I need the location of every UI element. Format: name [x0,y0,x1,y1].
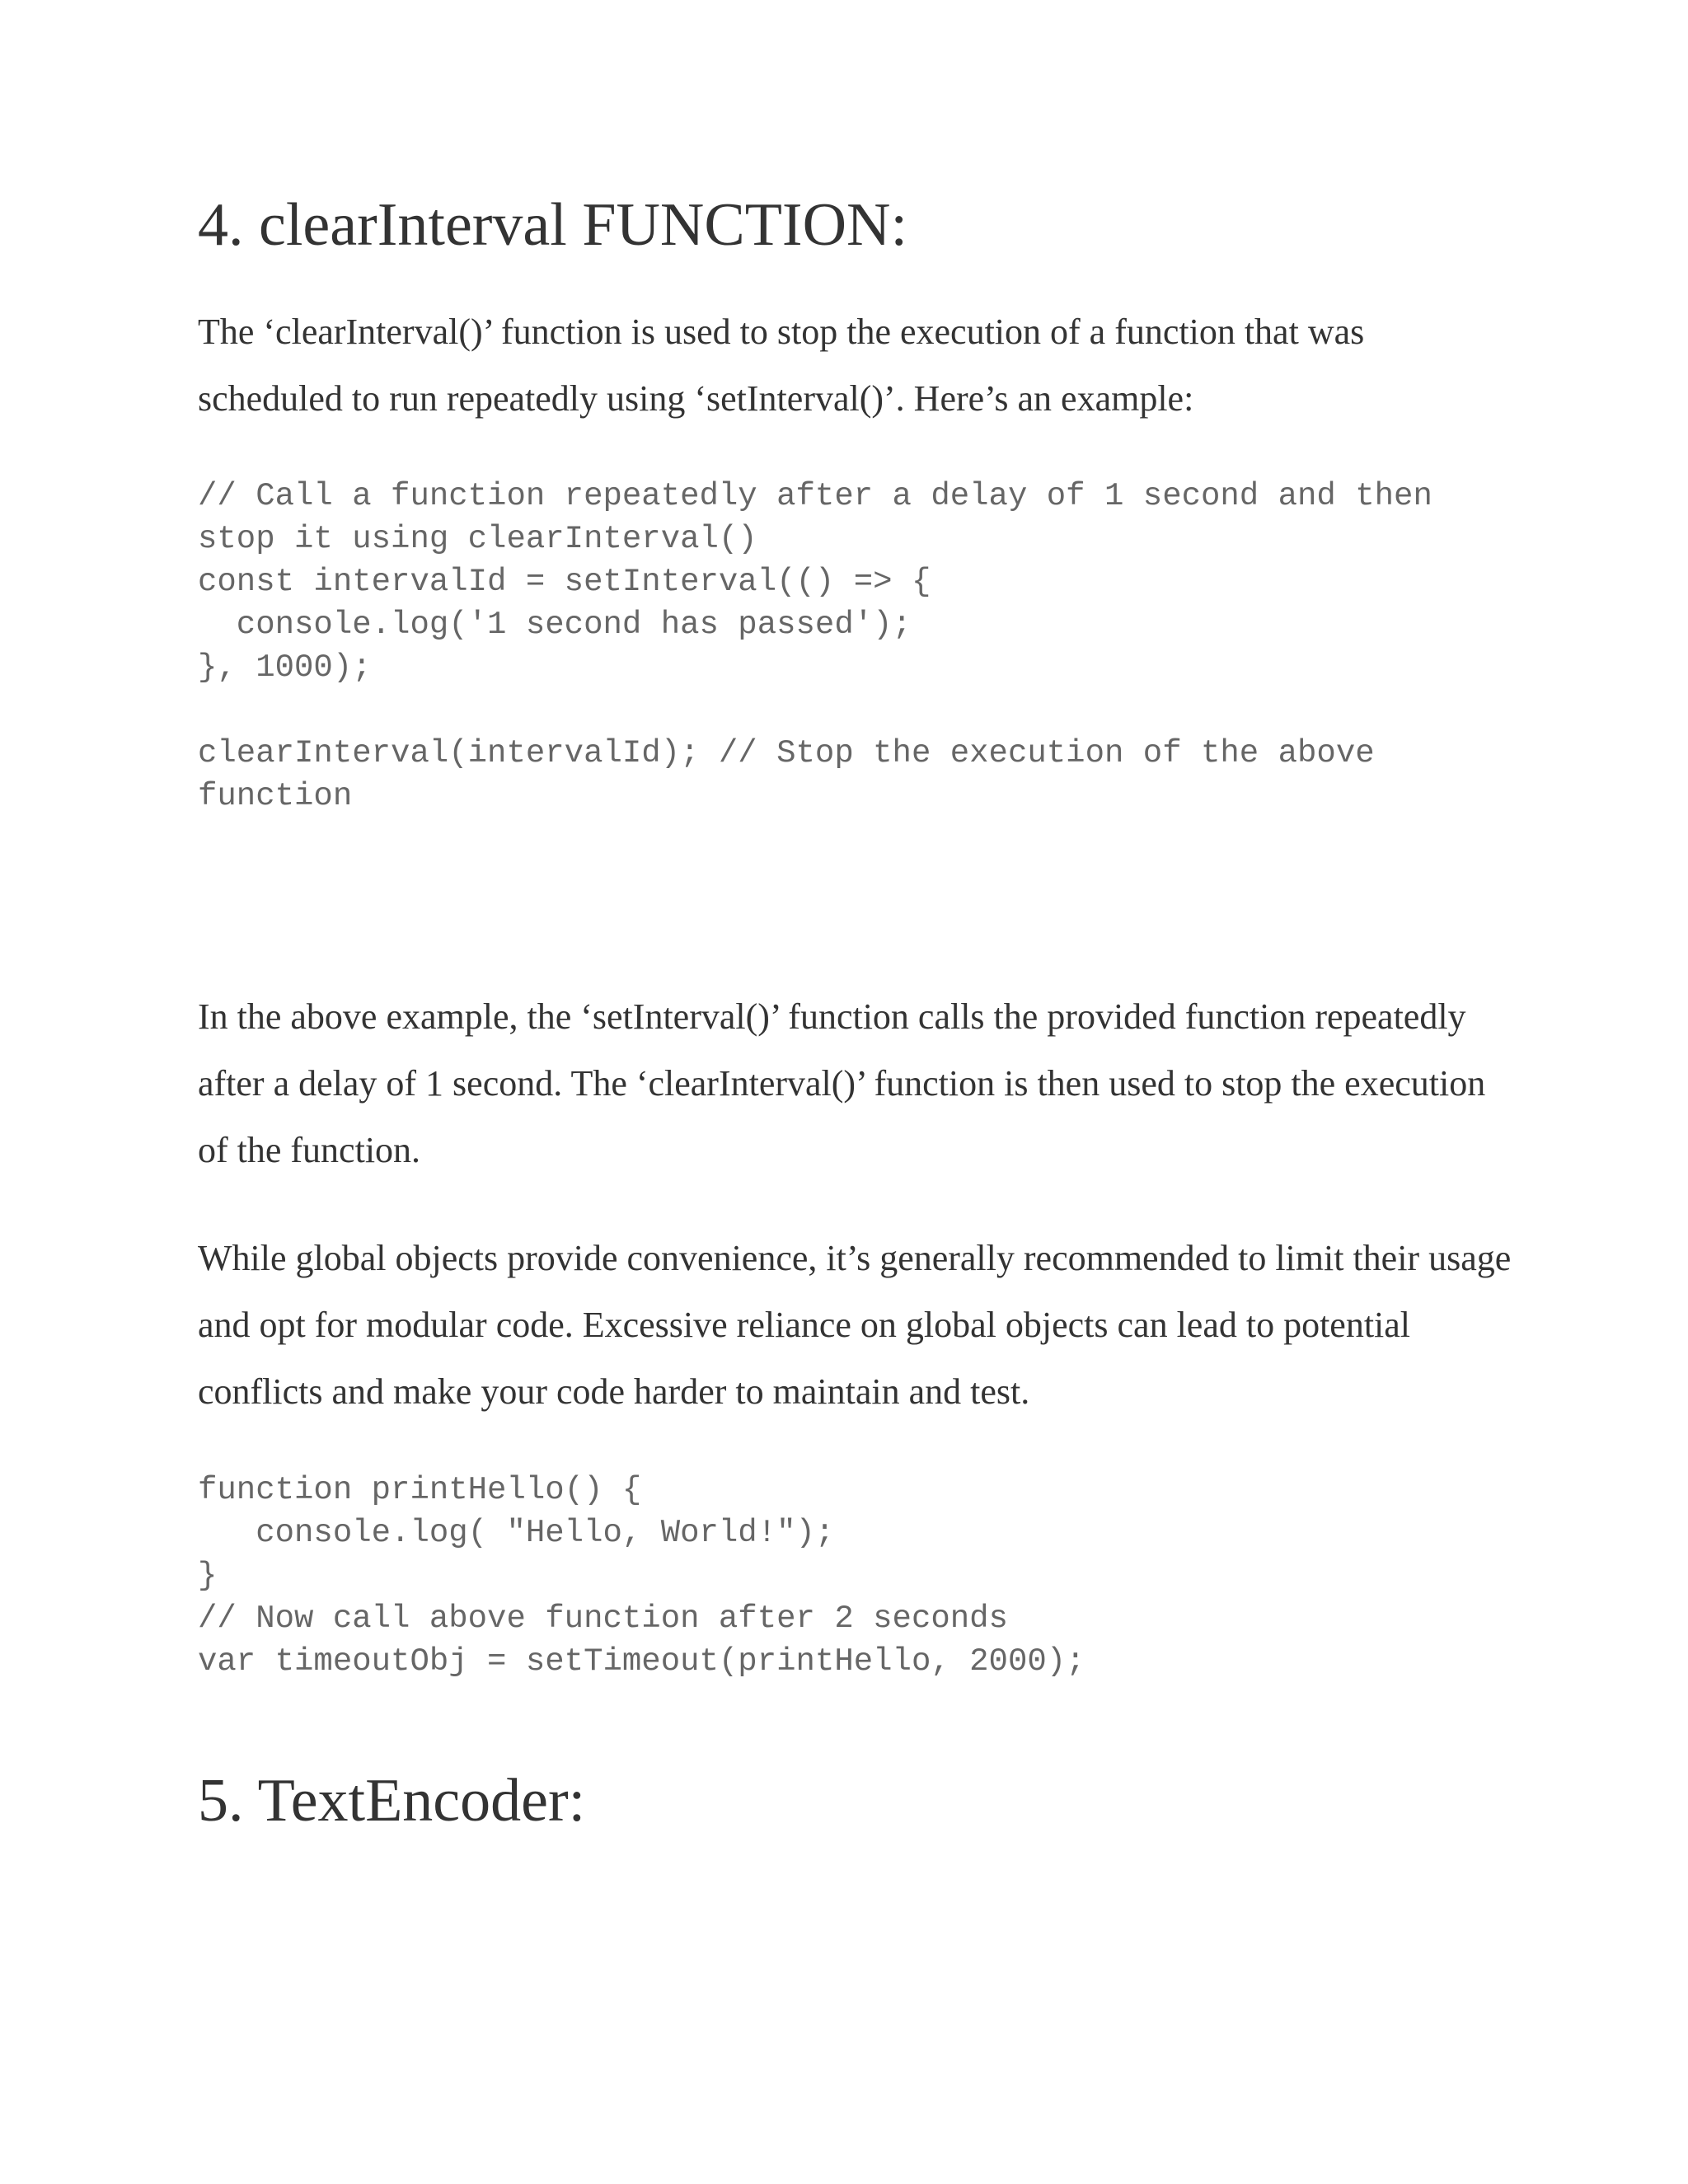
clear-interval-code-block [198,475,1432,818]
section-4-intro-paragraph: The ‘clearInterval()’ function is used to stop the execution of a function that was scheduled to run repeatedly using ‘setInterval()’. Here’s an example: [198,312,1365,419]
code-line: }, 1000); [198,649,372,686]
section-4-heading: 4. clearInterval FUNCTION: [198,191,908,259]
set-timeout-code-block [198,1469,1085,1683]
code-line: // Now call above function after 2 seconds [198,1601,1008,1637]
code-line: function printHello() { [198,1472,642,1508]
code-line: stop it using clearInterval() [198,521,757,557]
document-page [198,0,1517,2184]
code-line: clearInterval(intervalId); // Stop the execution of the above [198,735,1375,771]
explanation-paragraph: In the above example, the ‘setInterval()’ function calls the provided function repeatedly after a delay of 1 second. The ‘clearInterval()’ function is then used to stop the execution of the function. [198,996,1486,1170]
code-line-blank [198,689,1432,732]
global-objects-note-paragraph: While global objects provide convenience, it’s generally recommended to limit their usage and opt for modular code. Excessive reliance on global objects can lead to potential conflicts and make your code harder to maintain and test. [198,1238,1512,1412]
section-5-heading: 5. TextEncoder: [198,1767,586,1835]
code-line: function [198,778,353,814]
code-line: console.log( "Hello, World!"); [198,1515,835,1551]
code-line: const intervalId = setInterval(() => { [198,564,931,600]
code-line: // Call a function repeatedly after a delay of 1 second and then [198,478,1432,514]
code-line: } [198,1558,218,1594]
code-line: var timeoutObj = setTimeout(printHello, 2000); [198,1643,1085,1680]
code-line: console.log('1 second has passed'); [198,607,912,643]
